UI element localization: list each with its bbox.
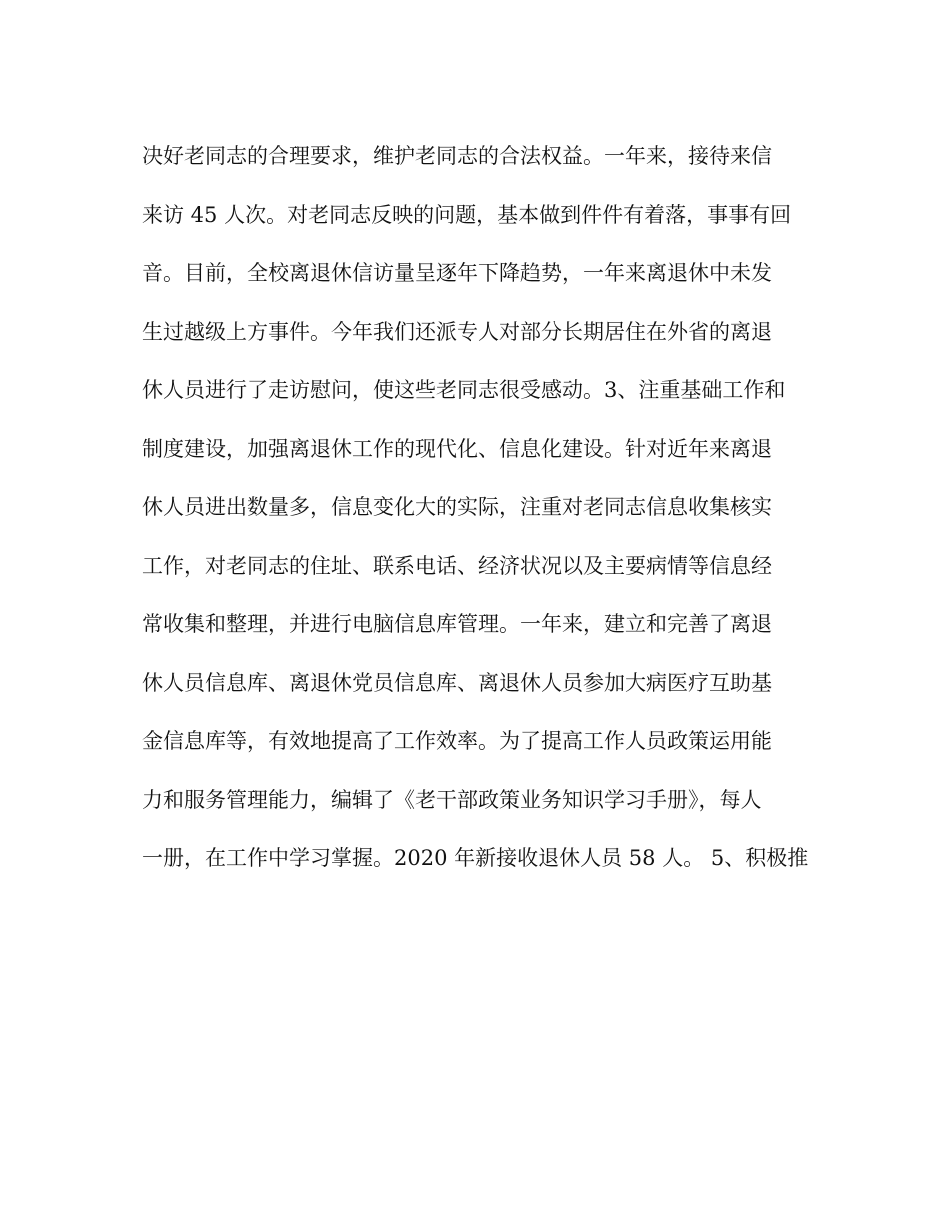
text-line: 休人员进出数量多，信息变化大的实际，注重对老同志信息收集核实: [142, 495, 772, 519]
body-text: [142, 134, 822, 895]
text-line: 决好老同志的合理要求，维护老同志的合法权益。一年来，接待来信: [142, 144, 772, 168]
text-line: 金信息库等，有效地提高了工作效率。为了提高工作人员政策运用能: [142, 729, 772, 753]
text-line: 力和服务管理能力，编辑了《老干部政策业务知识学习手册》，每人: [142, 787, 762, 812]
text-line: 生过越级上方事件。今年我们还派专人对部分长期居住在外省的离退: [142, 319, 772, 344]
text-line: 常收集和整理，并进行电脑信息库管理。一年来，建立和完善了离退: [142, 612, 772, 636]
text-line: 一册，在工作中学习掌握。2020 年新接收退休人员 58 人。 5、积极推: [142, 846, 809, 870]
text-line: 休人员信息库、离退休党员信息库、离退休人员参加大病医疗互助基: [142, 670, 772, 695]
text-line: 制度建设，加强离退休工作的现代化、信息化建设。针对近年来离退: [142, 436, 772, 461]
text-line: 工作，对老同志的住址、联系电话、经济状况以及主要病情等信息经: [142, 553, 772, 578]
text-line: 休人员进行了走访慰问，使这些老同志很受感动。3、注重基础工作和: [142, 378, 786, 402]
text-line: 音。目前，全校离退休信访量呈逐年下降趋势，一年来离退休中未发: [142, 261, 772, 285]
text-line: 来访 45 人次。对老同志反映的问题，基本做到件件有着落，事事有回: [142, 202, 792, 227]
